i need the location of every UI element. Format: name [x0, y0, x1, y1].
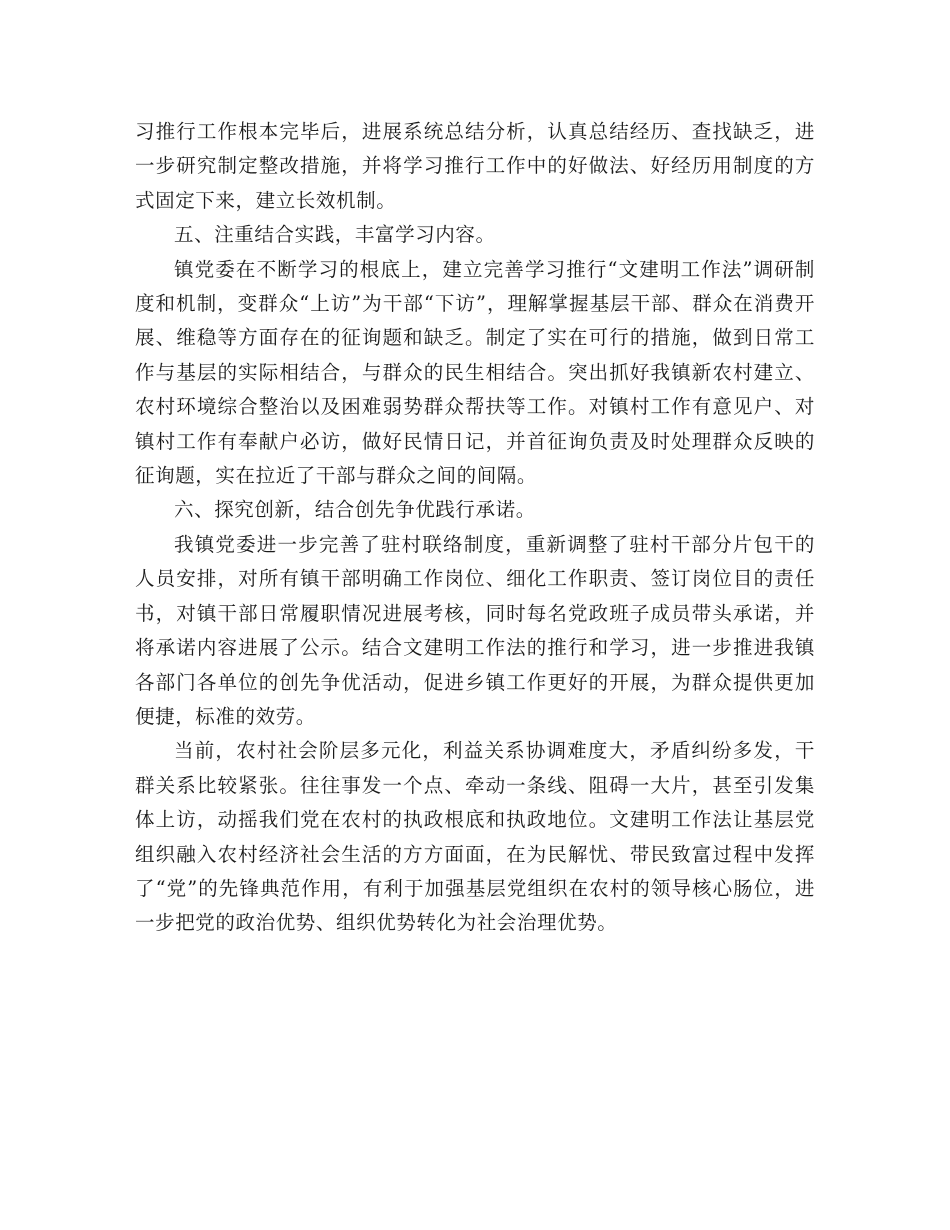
paragraph-continuation: 习推行工作根本完毕后，进展系统总结分析，认真总结经历、查找缺乏，进一步研究制定整改措施，并将学习推行工作中的好做法、好经历用制度的方式固定下来，建立长效机制。 [135, 120, 815, 212]
section-heading-five: 五、注重结合实践，丰富学习内容。 [174, 223, 496, 247]
paragraph-village-liaison: 我镇党委进一步完善了驻村联络制度，重新调整了驻村干部分片包干的人员安排，对所有镇干部明确工作岗位、细化工作职责、签订岗位目的责任书，对镇干部日常履职情况进展考核，同时每名党政班子成员带头承诺，并将承诺内容进展了公示。结合文建明工作法的推行和学习，进一步推进我镇各部门各单位的创先争优活动，促进乡镇工作更好的开展，为群众提供更加便捷，标准的效劳。 [135, 532, 815, 728]
paragraph-conclusion: 当前，农村社会阶层多元化，利益关系协调难度大，矛盾纠纷多发，干群关系比较紧张。往往事发一个点、牵动一条线、阻碍一大片，甚至引发集体上访，动摇我们党在农村的执政根底和执政地位。文建明工作法让基层党组织融入农村经济社会生活的方方面面，在为民解忧、带民致富过程中发挥了“党”的先锋典范作用，有利于加强基层党组织在农村的领导核心肠位，进一步把党的政治优势、组织优势转化为社会治理优势。 [135, 739, 815, 935]
document-body [135, 115, 815, 941]
paragraph-research-system: 镇党委在不断学习的根底上，建立完善学习推行“文建明工作法”调研制度和机制，变群众“上访”为干部“下访”，理解掌握基层干部、群众在消费开展、维稳等方面存在的征询题和缺乏。制定了实在可行的措施，做到日常工作与基层的实际相结合，与群众的民生相结合。突出抓好我镇新农村建立、农村环境综合整治以及困难弱势群众帮扶等工作。对镇村工作有意见户、对镇村工作有奉献户必访，做好民情日记，并首征询负责及时处理群众反映的征询题，实在拉近了干部与群众之间的间隔。 [135, 257, 815, 488]
section-heading-six: 六、探究创新，结合创先争优践行承诺。 [174, 498, 536, 522]
